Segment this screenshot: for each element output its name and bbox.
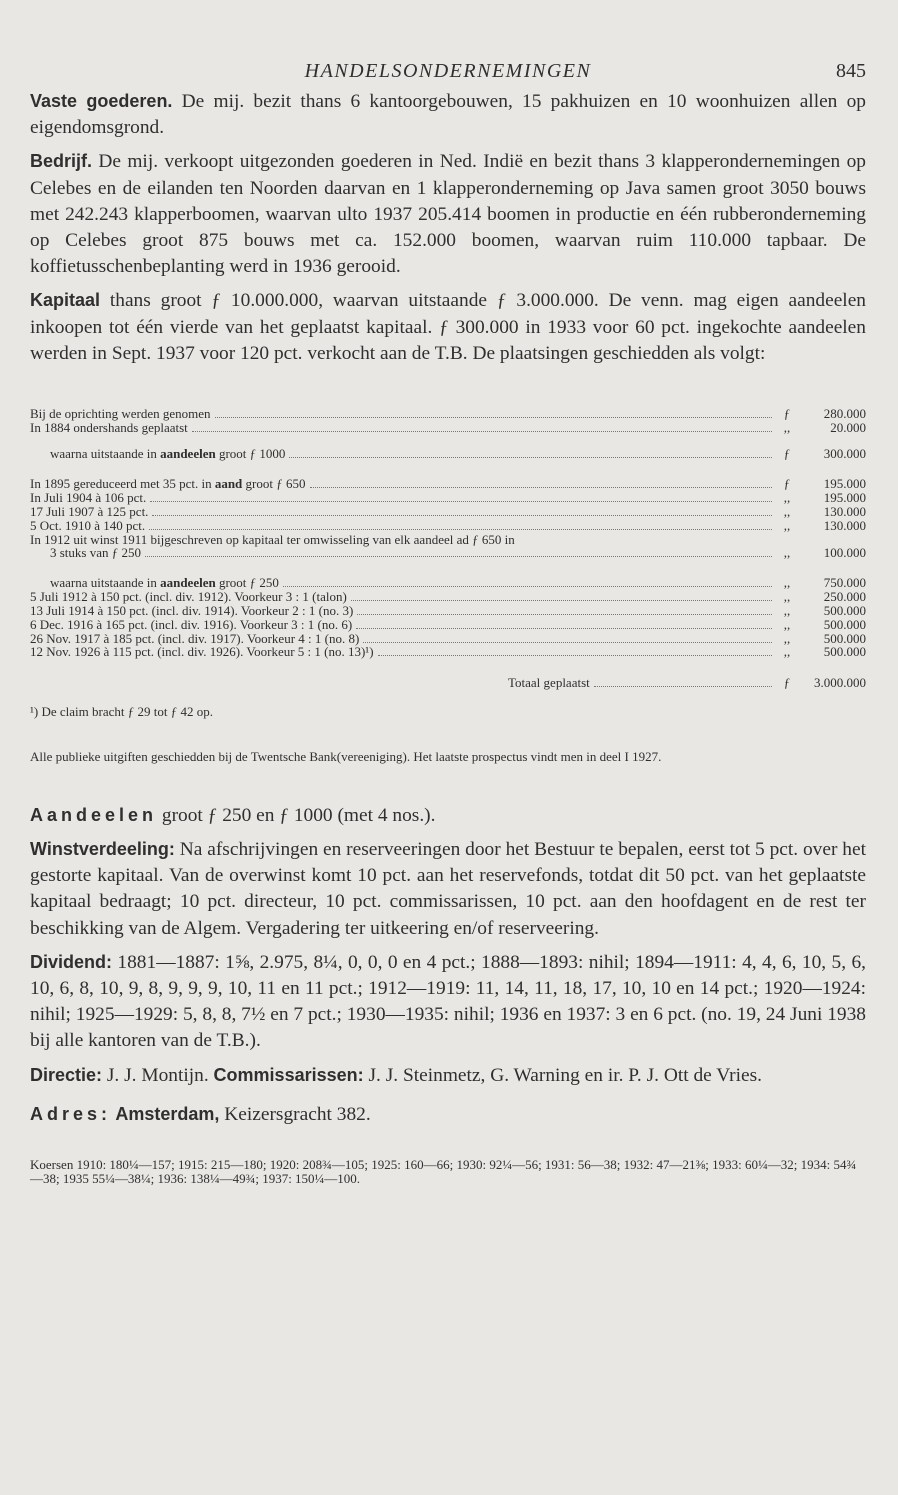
text-dividend: 1881—1887: 1⅝, 2.975, 8¼, 0, 0, 0 en 4 pct.; 1888—1893: nihil; 1894—1911: 4, 4, 6, 10, 5, 6, 10, 6, 8, 10, 9, 8, 9, 9, 9, 10, 11 en 11 pct.; 1912—1919: 11, 14, 11, 18, 17, 10, 10 en 14 pct.; 1920—1924: nihil; 1925—1929: 5, 8, 8, 7½ en 7 pct.; 1930—1935: nihil; 1936 en 1937: 3 en 6 pct. (no. 19, 24 Juni 1938 bij alle kantoren van de T.B.). <box>30 951 866 1052</box>
table-row: In Juli 1904 à 106 pct. ,, 195.000 <box>30 490 866 506</box>
page-number: 845 <box>836 60 866 82</box>
text-aandeelen: groot ƒ 250 en ƒ 1000 (met 4 nos.). <box>157 804 436 826</box>
issue-note: Alle publieke uitgiften geschiedden bij de Twentsche Bank(vereeniging). Het laatste prospectus vindt men in deel I 1927. <box>30 748 662 764</box>
label-aandeelen: Aandeelen <box>30 804 158 825</box>
label-directie: Directie: <box>30 1064 103 1085</box>
address-street: Keizersgracht 382. <box>219 1103 371 1125</box>
table-row: waarna uitstaande in aandeelen groot ƒ 250 ,, 750.000 <box>50 575 866 591</box>
table-row: 17 Juli 1907 à 125 pct. ,, 130.000 <box>30 504 866 520</box>
table-row: In 1895 gereduceerd met 35 pct. in aand groot ƒ 650 ƒ 195.000 <box>30 476 866 492</box>
table-row: 3 stuks van ƒ 250 ,, 100.000 <box>50 544 866 560</box>
label-vaste-goederen: Vaste goederen. <box>30 91 173 111</box>
table-row: Bij de oprichting werden genomen ƒ 280.000 <box>30 406 866 422</box>
table-row: 12 Nov. 1926 à 115 pct. (incl. div. 1926). Voorkeur 5 : 1 (no. 13)¹) ,, 500.000 <box>30 644 866 660</box>
table-row: In 1884 ondershands geplaatst ,, 20.000 <box>30 419 866 435</box>
paragraph-vaste-goederen <box>30 88 866 141</box>
table-row: 6 Dec. 1916 à 165 pct. (incl. div. 1916). Voorkeur 3 : 1 (no. 6) ,, 500.000 <box>30 616 866 632</box>
paragraph-directie: Directie: J. J. Montijn. Commissarissen: J. J. Steinmetz, G. Warning en ir. P. J. Ott de Vries. <box>30 1064 762 1086</box>
label-winstverdeeling: Winstverdeeling: <box>30 838 175 859</box>
table-row: waarna uitstaande in aandeelen groot ƒ 1000 ƒ 300.000 <box>50 445 866 461</box>
paragraph-bedrijf <box>30 148 866 280</box>
page <box>30 58 866 1186</box>
text-kapitaal: thans groot ƒ 10.000.000, waarvan uitstaande ƒ 3.000.000. De venn. mag eigen aandeelen inkoopen tot één vierde van het geplaatst kapitaal. ƒ 300.000 in 1933 voor 60 pct. ingekochte aandeelen werden in Sept. 1937 voor 120 pct. verkocht aan de T.B. De plaatsingen geschiedden als volgt: <box>30 290 866 364</box>
paragraph-winstverdeeling <box>30 836 866 942</box>
label-commissarissen: Commissarissen: <box>213 1064 364 1085</box>
address-city: Amsterdam, <box>111 1103 220 1124</box>
table-row: 5 Juli 1912 à 150 pct. (incl. div. 1912). Voorkeur 3 : 1 (talon) ,, 250.000 <box>30 589 866 605</box>
label-kapitaal: Kapitaal <box>30 290 101 311</box>
paragraph-adres <box>30 1101 866 1128</box>
table-row: 26 Nov. 1917 à 185 pct. (incl. div. 1917). Voorkeur 4 : 1 (no. 8) ,, 500.000 <box>30 630 866 646</box>
text-bedrijf: De mij. verkoopt uitgezonden goederen in Ned. Indië en bezit thans 3 klapperondernemingen op Celebes en de eilanden ten Noorden daarvan en 1 klapperonderneming op Java samen groot 3050 bouws met 242.243 klapperboomen, waarvan ulto 1937 205.414 boomen in productie en één rubberonderneming op Celebes groot 875 bouws met ca. 152.000 boomen, waarvan ruim 110.000 tapbaar. De koffietusschenbeplanting werd in 1936 gerooid. <box>30 151 866 278</box>
label-adres: Adres: <box>30 1103 112 1124</box>
table-row: In 1912 uit winst 1911 bijgeschreven op kapitaal ter omwisseling van elk aandeel ad ƒ 650 in <box>30 531 515 547</box>
placements-table <box>30 407 866 690</box>
table-total-row: Totaal geplaatst ƒ 3.000.000 <box>508 675 866 691</box>
paragraph-aandeelen <box>30 802 866 829</box>
running-header <box>30 58 866 88</box>
text-winstverdeeling: Na afschrijvingen en reserveeringen door het Bestuur te bepalen, eerst tot 5 pct. over het gestorte kapitaal. Van de overwinst komt 10 pct. aan het reservefonds, totdat dit 50 pct. van het geplaatste kapitaal bedraagt; 10 pct. directeur, 10 pct. commissarissen, 10 pct. aan den hoofdagent en de rest ter beschikking van de Algem. Vergadering ter uitkeering en/of reserveering. <box>30 838 866 939</box>
table-row: 5 Oct. 1910 à 140 pct. ,, 130.000 <box>30 517 866 533</box>
label-dividend: Dividend: <box>30 951 113 972</box>
paragraph-dividend <box>30 949 866 1055</box>
paragraph-kapitaal <box>30 287 866 367</box>
koersen-note: Koersen 1910: 180¼—157; 1915: 215—180; 1920: 208¾—105; 1925: 160—66; 1930: 92¼—56; 1931: 56—38; 1932: 47—21⅜; 1933: 60¼—32; 1934: 54¾—38; 1935 55¼—38¼; 1936: 138¼—49¾; 1937: 150¼—100. <box>30 1157 857 1187</box>
footnote: ¹) De claim bracht ƒ 29 tot ƒ 42 op. <box>30 703 213 719</box>
section-title: HANDELSONDERNEMINGEN <box>304 60 592 82</box>
table-row: 13 Juli 1914 à 150 pct. (incl. div. 1914). Voorkeur 2 : 1 (no. 3) ,, 500.000 <box>30 603 866 618</box>
label-bedrijf: Bedrijf. <box>30 151 93 172</box>
text-vaste-goederen: De mij. bezit thans 6 kantoorgebouwen, 15 pakhuizen en 10 woonhuizen allen op eigendomsgrond. <box>30 91 866 139</box>
